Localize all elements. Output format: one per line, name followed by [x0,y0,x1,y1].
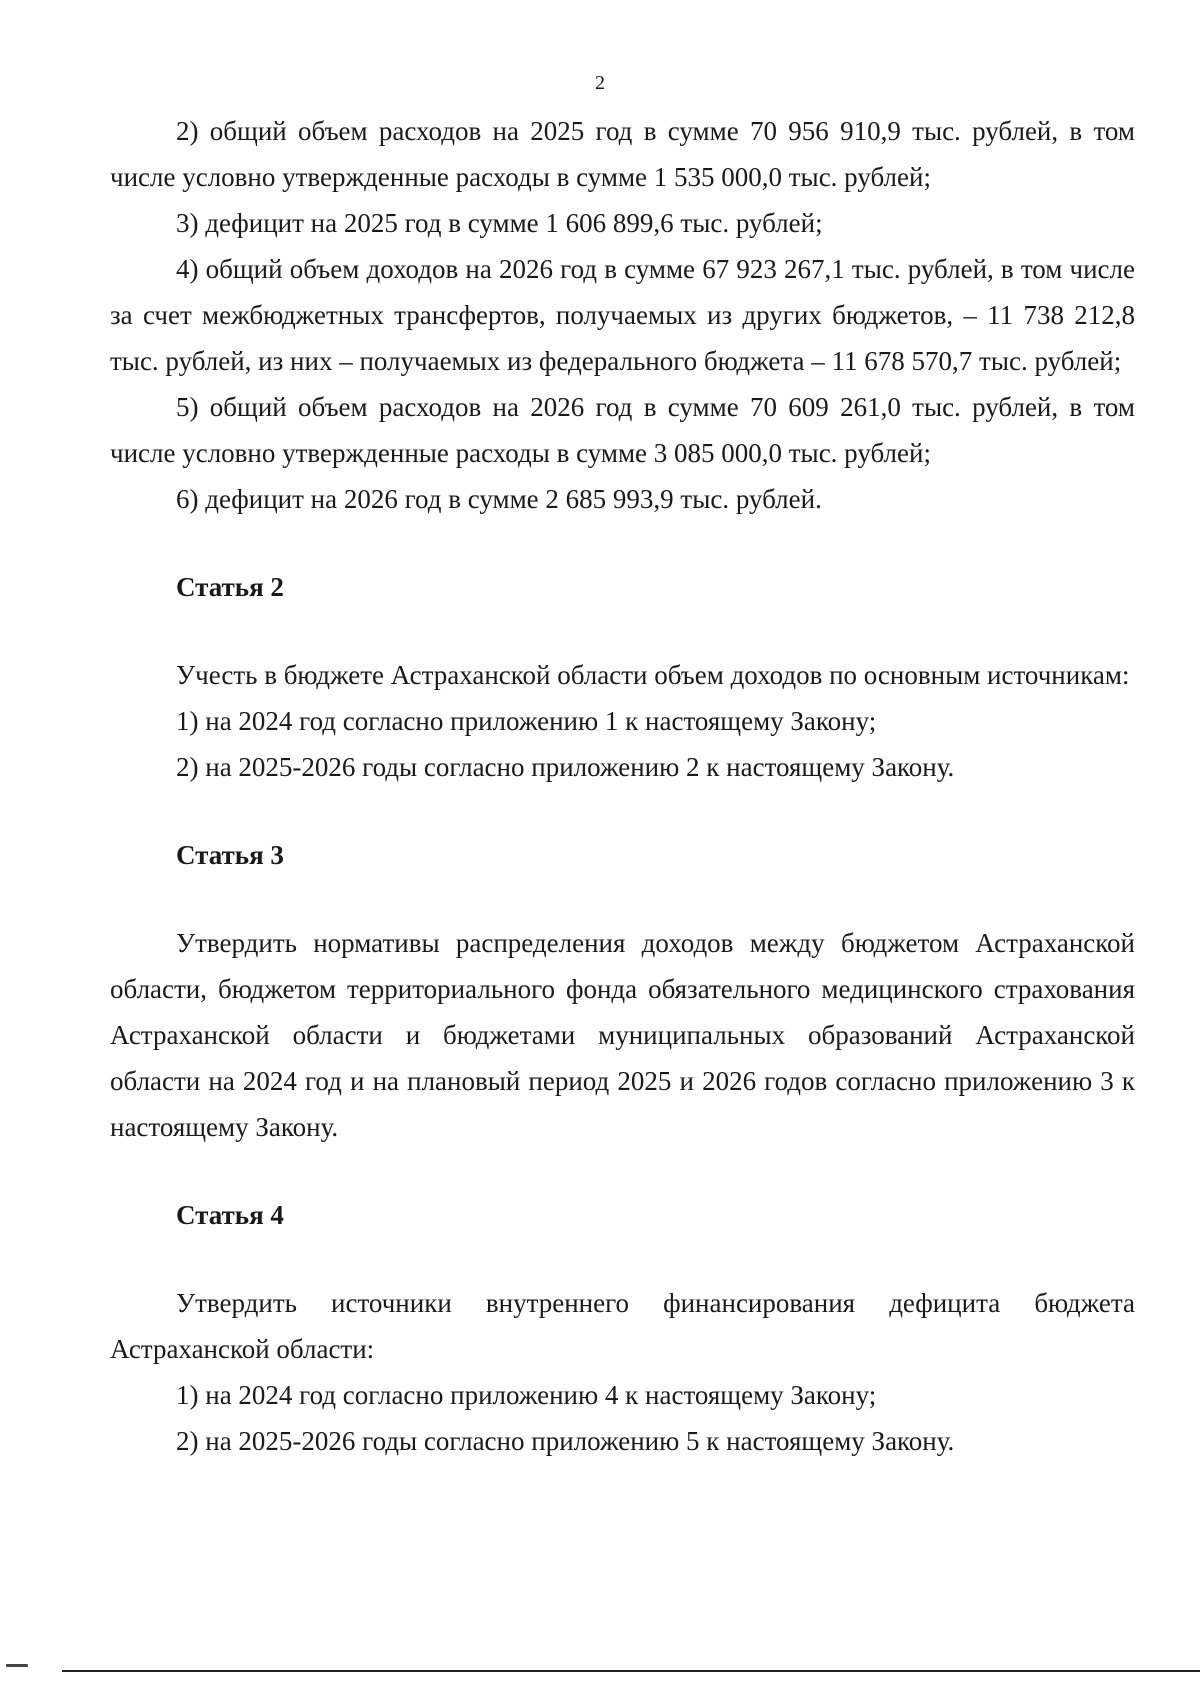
spacer [110,610,1135,652]
article-2-item-1: 1) на 2024 год согласно приложению 1 к настоящему Закону; [176,706,877,736]
article-3-paragraph: Утвердить нормативы распределения доходов между бюджетом Астраханской области, бюджетом территориального фонда обязательного медицинского страхования Астраханской области и бюджетами муниципальных образований Астраханской области на 2024 год и на плановый период 2025 и 2026 годов согласно приложению 3 к настоящему Закону. [110,928,1135,1142]
page-number: 2 [595,72,605,94]
paragraph-total-expenses-2025: 2) общий объем расходов на 2025 год в сумме 70 956 910,9 тыс. рублей, в том числе условно утвержденные расходы в сумме 1 535 000,0 тыс. рублей; [110,116,1135,192]
paragraph-deficit-2026: 6) дефицит на 2026 год в сумме 2 685 993,9 тыс. рублей. [176,484,822,514]
article-3-title: Статья 3 [176,840,284,870]
spacer [110,878,1135,920]
bottom-rule [62,1670,1200,1672]
article-2-paragraph: Учесть в бюджете Астраханской области объем доходов по основным источникам: [176,660,1130,690]
spacer [110,1150,1135,1192]
spacer [110,1238,1135,1280]
paragraph-deficit-2025: 3) дефицит на 2025 год в сумме 1 606 899,6 тыс. рублей; [176,208,823,238]
document-body [110,108,1135,1464]
spacer [110,790,1135,832]
spacer [110,522,1135,564]
article-4-item-1: 1) на 2024 год согласно приложению 4 к настоящему Закону; [176,1380,877,1410]
article-2-title: Статья 2 [176,572,284,602]
article-4-paragraph: Утвердить источники внутреннего финансирования дефицита бюджета Астраханской области: [110,1288,1135,1364]
article-4-item-2: 2) на 2025-2026 годы согласно приложению 5 к настоящему Закону. [176,1426,955,1456]
paragraph-total-revenues-2026: 4) общий объем доходов на 2026 год в сумме 67 923 267,1 тыс. рублей, в том числе за счет межбюджетных трансфертов, получаемых из других бюджетов, – 11 738 212,8 тыс. рублей, из них – получаемых из федерального бюджета – 11 678 570,7 тыс. рублей; [110,254,1135,376]
paragraph-total-expenses-2026: 5) общий объем расходов на 2026 год в сумме 70 609 261,0 тыс. рублей, в том числе условно утвержденные расходы в сумме 3 085 000,0 тыс. рублей; [110,392,1135,468]
scan-artifact [6,1664,28,1667]
article-2-item-2: 2) на 2025-2026 годы согласно приложению 2 к настоящему Закону. [176,752,955,782]
article-4-title: Статья 4 [176,1200,284,1230]
